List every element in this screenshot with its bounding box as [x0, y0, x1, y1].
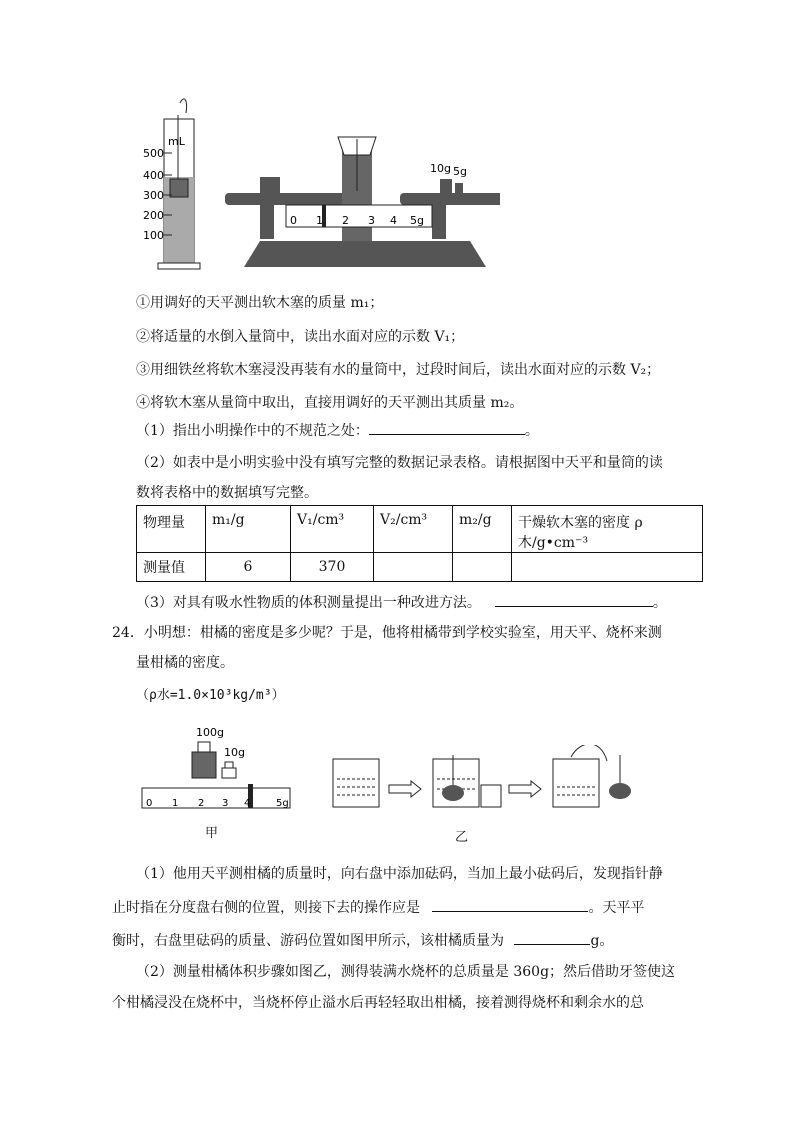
arrow-icon	[509, 781, 541, 797]
ruler-label: 0	[290, 214, 297, 227]
figure-jia	[138, 722, 298, 814]
question-24-1-line-2a: 止时指在分度盘右侧的位置，则接下去的操作应是	[112, 900, 420, 916]
weight-100g-knob	[198, 742, 210, 752]
ruler-label: 5g	[276, 798, 289, 809]
question-2-line-1: （2）如表中是小明实验中没有填写完整的数据记录表格。请根据图中天平和量筒的读	[136, 455, 663, 471]
question-24-2-line-2: 个柑橘浸没在烧杯中，当烧杯停止溢水后再轻轻取出柑橘，接着测得烧杯和剩余水的总	[112, 995, 644, 1011]
table-cell[interactable]: 370	[291, 553, 374, 582]
weight-10g-label: 10g	[224, 746, 245, 759]
answer-blank[interactable]	[514, 930, 590, 945]
arrow-icon	[389, 781, 421, 797]
figure-jia-label: 甲	[205, 826, 219, 841]
question-1: （1）指出小明操作中的不规范之处： 。	[136, 420, 539, 441]
table-cell[interactable]	[512, 553, 703, 582]
question-3: （3）对具有吸水性物质的体积测量提出一种改进方法。 。	[136, 592, 667, 613]
answer-blank[interactable]	[432, 897, 588, 912]
question-24-1-line-1: （1）他用天平测柑橘的质量时，向右盘中添加砝码，当加上最小砝码后，发现指针静	[136, 866, 663, 882]
step-2: ②将适量的水倒入量筒中，读出水面对应的示数 V₁；	[136, 329, 465, 345]
cylinder-unit: mL	[168, 135, 185, 148]
ruler-label: 3	[368, 214, 375, 227]
overflow-cup	[481, 785, 501, 807]
table-header-cell: m₂/g	[453, 506, 512, 553]
table-header-row	[137, 506, 703, 553]
orange-submerged	[442, 785, 464, 801]
cylinder-tick: 500	[143, 147, 164, 160]
step-4: ④将软木塞从量筒中取出，直接用调好的天平测出其质量 m₂。	[136, 395, 524, 411]
question-2-line-2: 数将表格中的数据填写完整。	[136, 485, 318, 501]
ruler-label: 2	[198, 798, 205, 809]
answer-blank[interactable]	[369, 420, 525, 435]
answer-blank[interactable]	[495, 592, 653, 607]
ruler-label: 0	[146, 798, 153, 809]
data-record-table	[136, 505, 703, 582]
cylinder-tick: 400	[143, 169, 164, 182]
question-24-1-line-3	[112, 930, 613, 951]
water-density-note: （ρ水=1.0×10³kg/m³）	[136, 688, 285, 703]
weight-10g-label: 10g	[430, 162, 451, 175]
ruler-label: 2	[342, 214, 349, 227]
table-header-cell: m₁/g	[206, 506, 291, 553]
cylinder-tick: 200	[143, 209, 164, 222]
balance-scale	[225, 137, 500, 267]
figure-cylinder-balance	[140, 95, 500, 275]
problem-24-line-1: 24．小明想：柑橘的密度是多少呢？于是，他将柑橘带到学校实验室，用天平、烧杯来测	[112, 625, 662, 641]
weight-10g	[222, 768, 236, 778]
ruler-label: 4	[244, 798, 251, 809]
graduated-cylinder	[158, 99, 200, 269]
step-1: ①用调好的天平测出软木塞的质量 m₁；	[136, 295, 384, 311]
question-24-1-line-3a: 衡时，右盘里砝码的质量、游码位置如图甲所示，该柑橘质量为	[112, 933, 504, 949]
table-cell[interactable]	[374, 553, 453, 582]
table-cell: 6	[206, 553, 291, 582]
beaker-1	[333, 759, 379, 807]
ruler-label: 1	[316, 214, 323, 227]
ruler-label: 3	[222, 798, 229, 809]
problem-24-line-2: 量柑橘的密度。	[136, 655, 234, 671]
orange-removed	[609, 783, 631, 799]
table-cell[interactable]	[453, 553, 512, 582]
table-row-label: 测量值	[137, 553, 206, 582]
weight-100g-label: 100g	[196, 726, 224, 739]
question-24-1-line-3b: g。	[590, 933, 614, 949]
question-24-2-line-1: （2）测量柑橘体积步骤如图乙，测得装满水烧杯的总质量是 360g；然后借助牙签使这	[136, 964, 676, 980]
ruler-label: 4	[390, 214, 397, 227]
cylinder-tick: 300	[143, 189, 164, 202]
table-row	[137, 553, 703, 582]
ruler	[142, 788, 290, 808]
question-24-1-line-2b: 。天平平	[588, 900, 645, 916]
figure-yi	[325, 745, 655, 815]
question-3-text: （3）对具有吸水性物质的体积测量提出一种改进方法。	[136, 595, 481, 611]
weight-5g-label: 5g	[453, 165, 467, 178]
figure-yi-label: 乙	[455, 830, 469, 845]
weight-100g	[192, 752, 216, 778]
cylinder-tick: 100	[143, 229, 164, 242]
step-3: ③用细铁丝将软木塞浸没再装有水的量筒中，过段时间后，读出水面对应的示数 V₂；	[136, 362, 661, 378]
table-header-cell: V₂/cm³	[374, 506, 453, 553]
beaker-3	[553, 759, 599, 807]
question-24-1-line-2	[112, 897, 644, 918]
question-1-text: （1）指出小明操作中的不规范之处：	[136, 423, 369, 439]
weight-10g-knob	[225, 762, 233, 768]
ruler-label: 5g	[410, 214, 424, 227]
table-header-cell: 干燥软木塞的密度 ρ木/g•cm⁻³	[512, 506, 703, 553]
table-header-cell: V₁/cm³	[291, 506, 374, 553]
ruler-label: 1	[172, 798, 179, 809]
table-header-cell: 物理量	[137, 506, 206, 553]
